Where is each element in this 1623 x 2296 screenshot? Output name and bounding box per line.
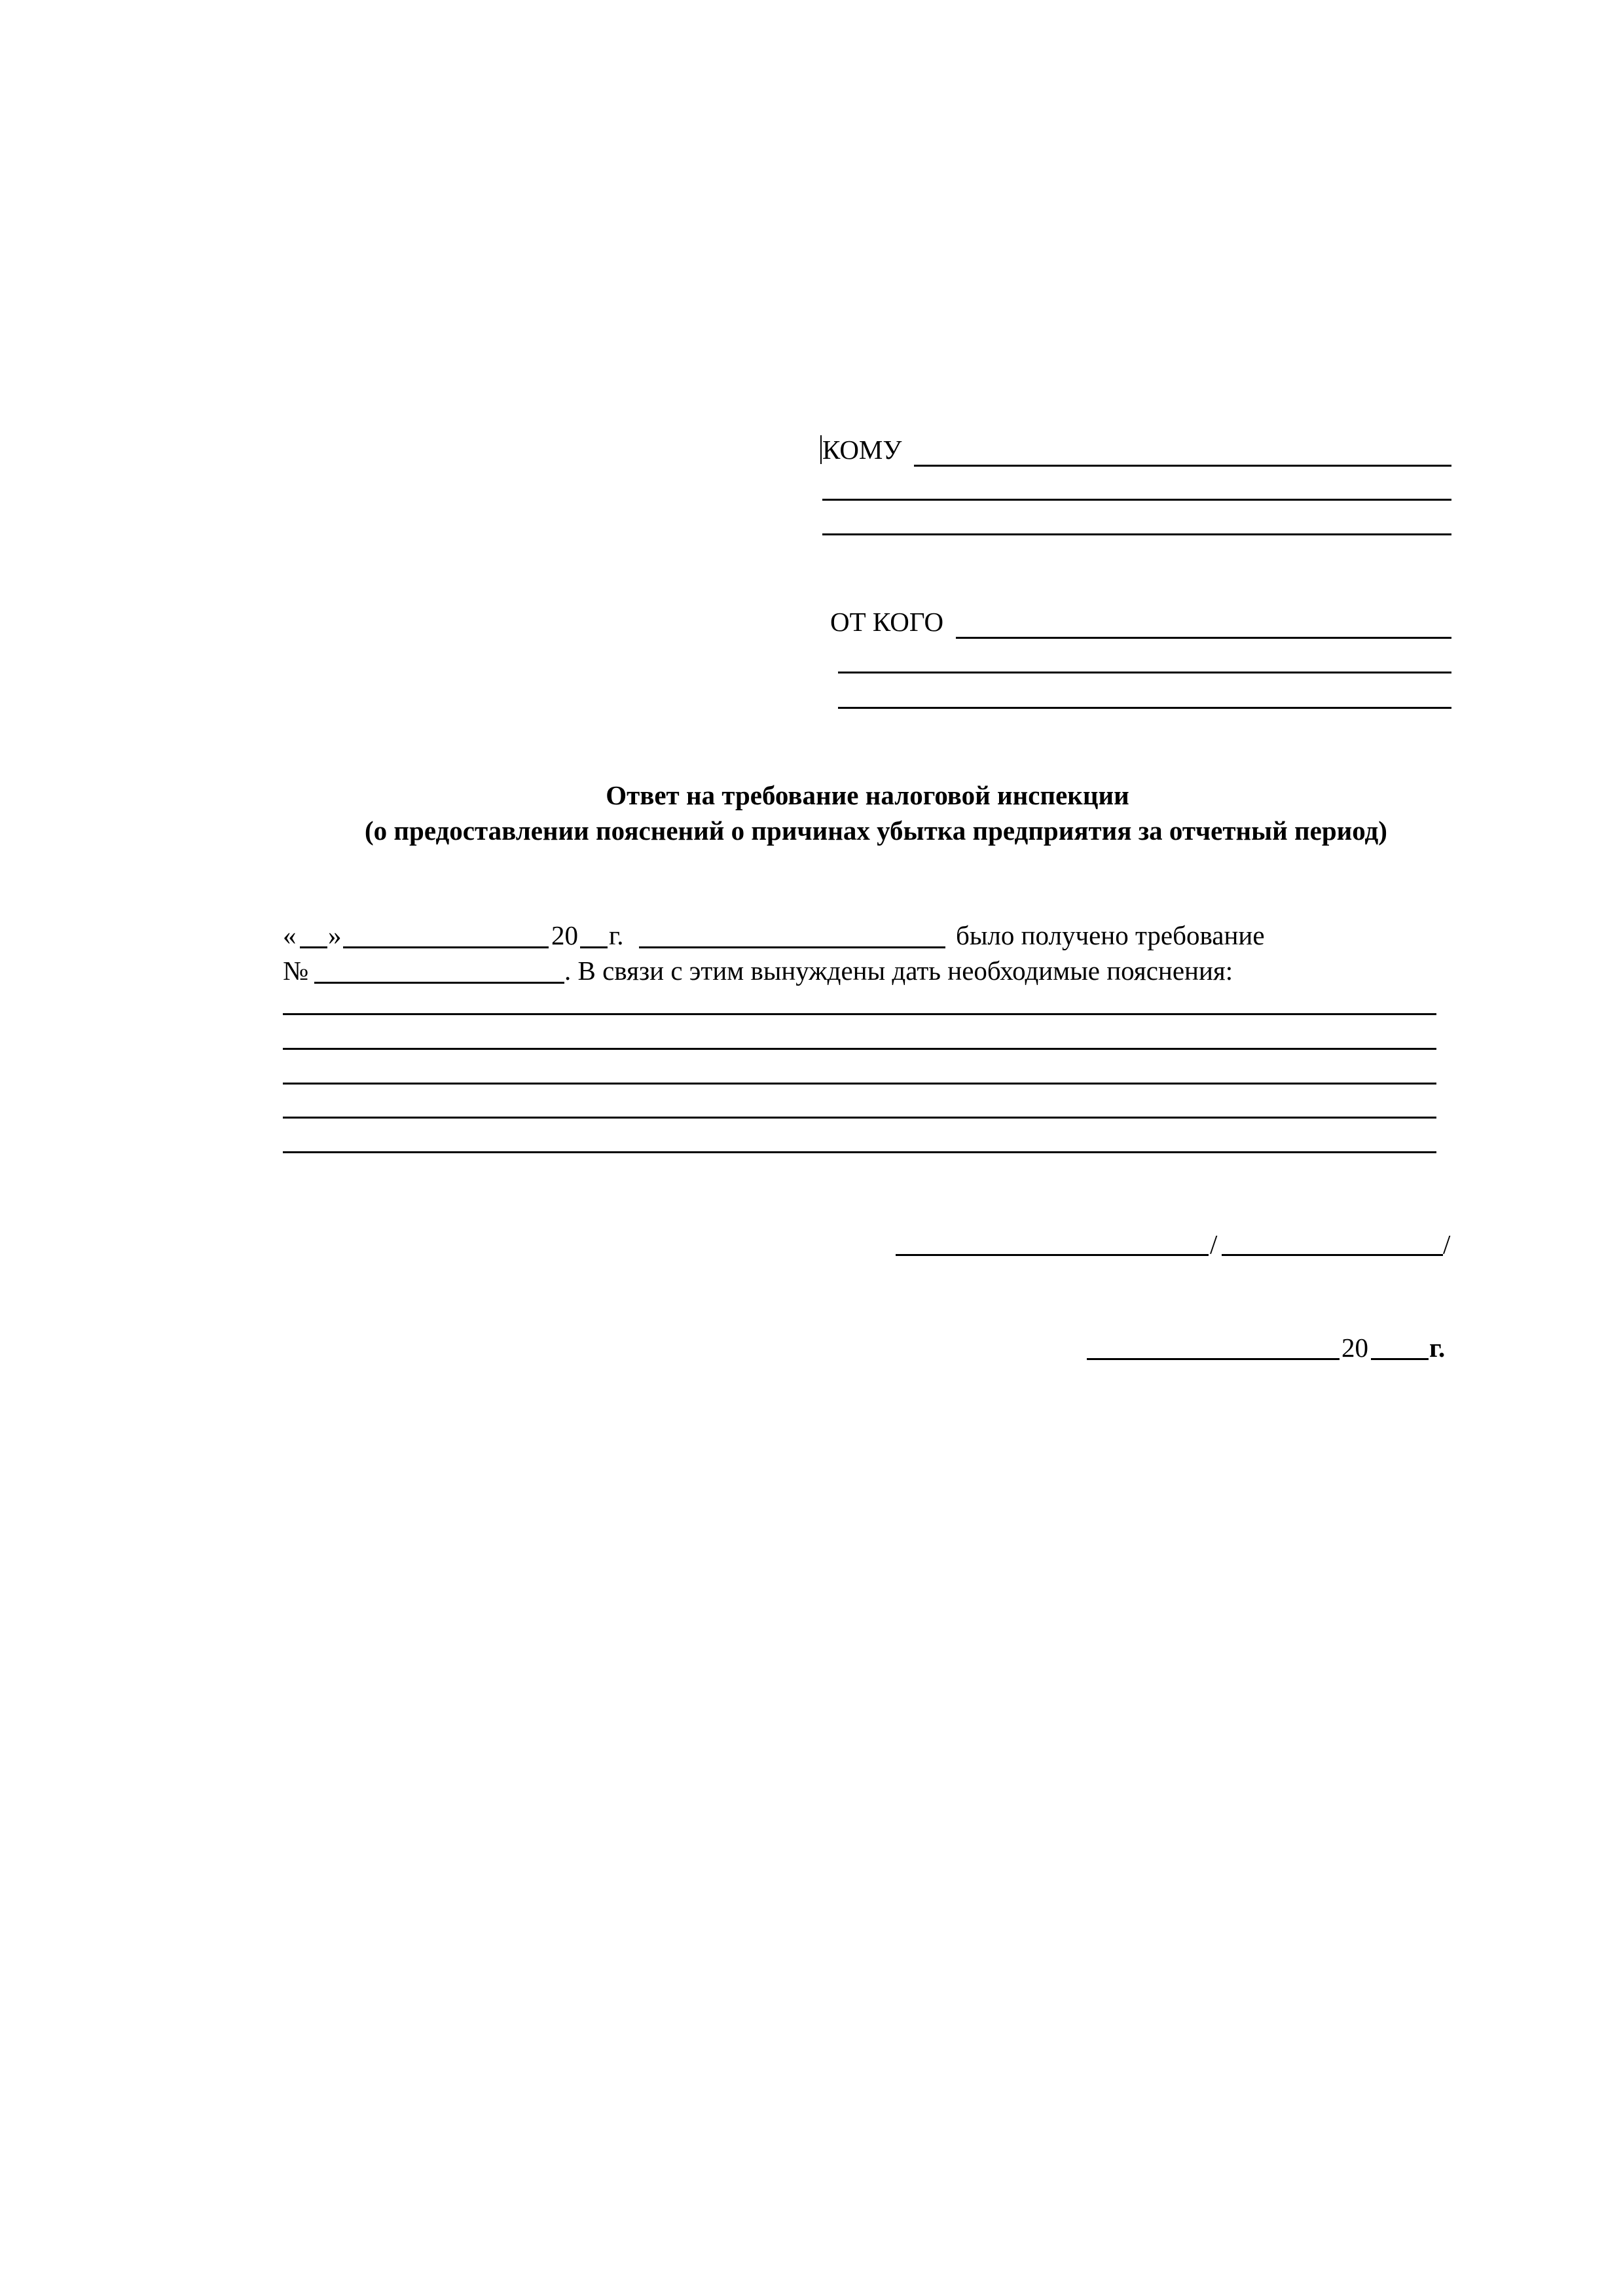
year-prefix: 20 [551, 920, 578, 950]
requirement-number-fill-line[interactable] [314, 982, 564, 984]
explanation-line-3[interactable] [283, 1083, 1436, 1085]
signature-fill-line[interactable] [896, 1254, 1209, 1256]
title-line-1: Ответ на требование налоговой инспекции [606, 780, 1129, 810]
issuer-fill-line[interactable] [639, 946, 945, 948]
signature-name-fill-line[interactable] [1222, 1254, 1443, 1256]
explanation-line-4[interactable] [283, 1117, 1436, 1119]
received-text: было получено требование [956, 920, 1265, 950]
year-fill-line[interactable] [580, 946, 608, 948]
explanation-line-5[interactable] [283, 1151, 1436, 1153]
to-fill-line-3[interactable] [822, 533, 1451, 535]
month-fill-line[interactable] [343, 946, 549, 948]
explanation-text: . В связи с этим вынуждены дать необходимые пояснения: [564, 956, 1233, 986]
date-year-prefix: 20 [1341, 1333, 1368, 1363]
to-fill-line-2[interactable] [822, 499, 1451, 501]
number-sign: № [283, 956, 309, 986]
title-line-2: (о предоставлении пояснений о причинах убытка предприятия за отчетный период) [365, 816, 1387, 846]
from-fill-line-1[interactable] [956, 637, 1451, 639]
to-fill-line-1[interactable] [914, 465, 1451, 467]
to-label: КОМУ [822, 435, 902, 465]
explanation-line-1[interactable] [283, 1013, 1436, 1015]
from-fill-line-2[interactable] [838, 672, 1451, 673]
from-fill-line-3[interactable] [838, 707, 1451, 709]
date-year-fill-line[interactable] [1371, 1358, 1429, 1360]
from-label: ОТ КОГО [830, 607, 944, 637]
text-cursor [820, 435, 822, 464]
signature-slash-2: / [1443, 1229, 1451, 1259]
date-open-quote: « [283, 920, 297, 950]
explanation-line-2[interactable] [283, 1048, 1436, 1050]
date-close-quote: » [328, 920, 342, 950]
signature-slash-1: / [1210, 1229, 1218, 1259]
date-fill-line[interactable] [1087, 1358, 1340, 1360]
year-suffix: г. [609, 920, 624, 950]
day-fill-line[interactable] [300, 946, 327, 948]
date-year-suffix: г. [1429, 1333, 1446, 1363]
